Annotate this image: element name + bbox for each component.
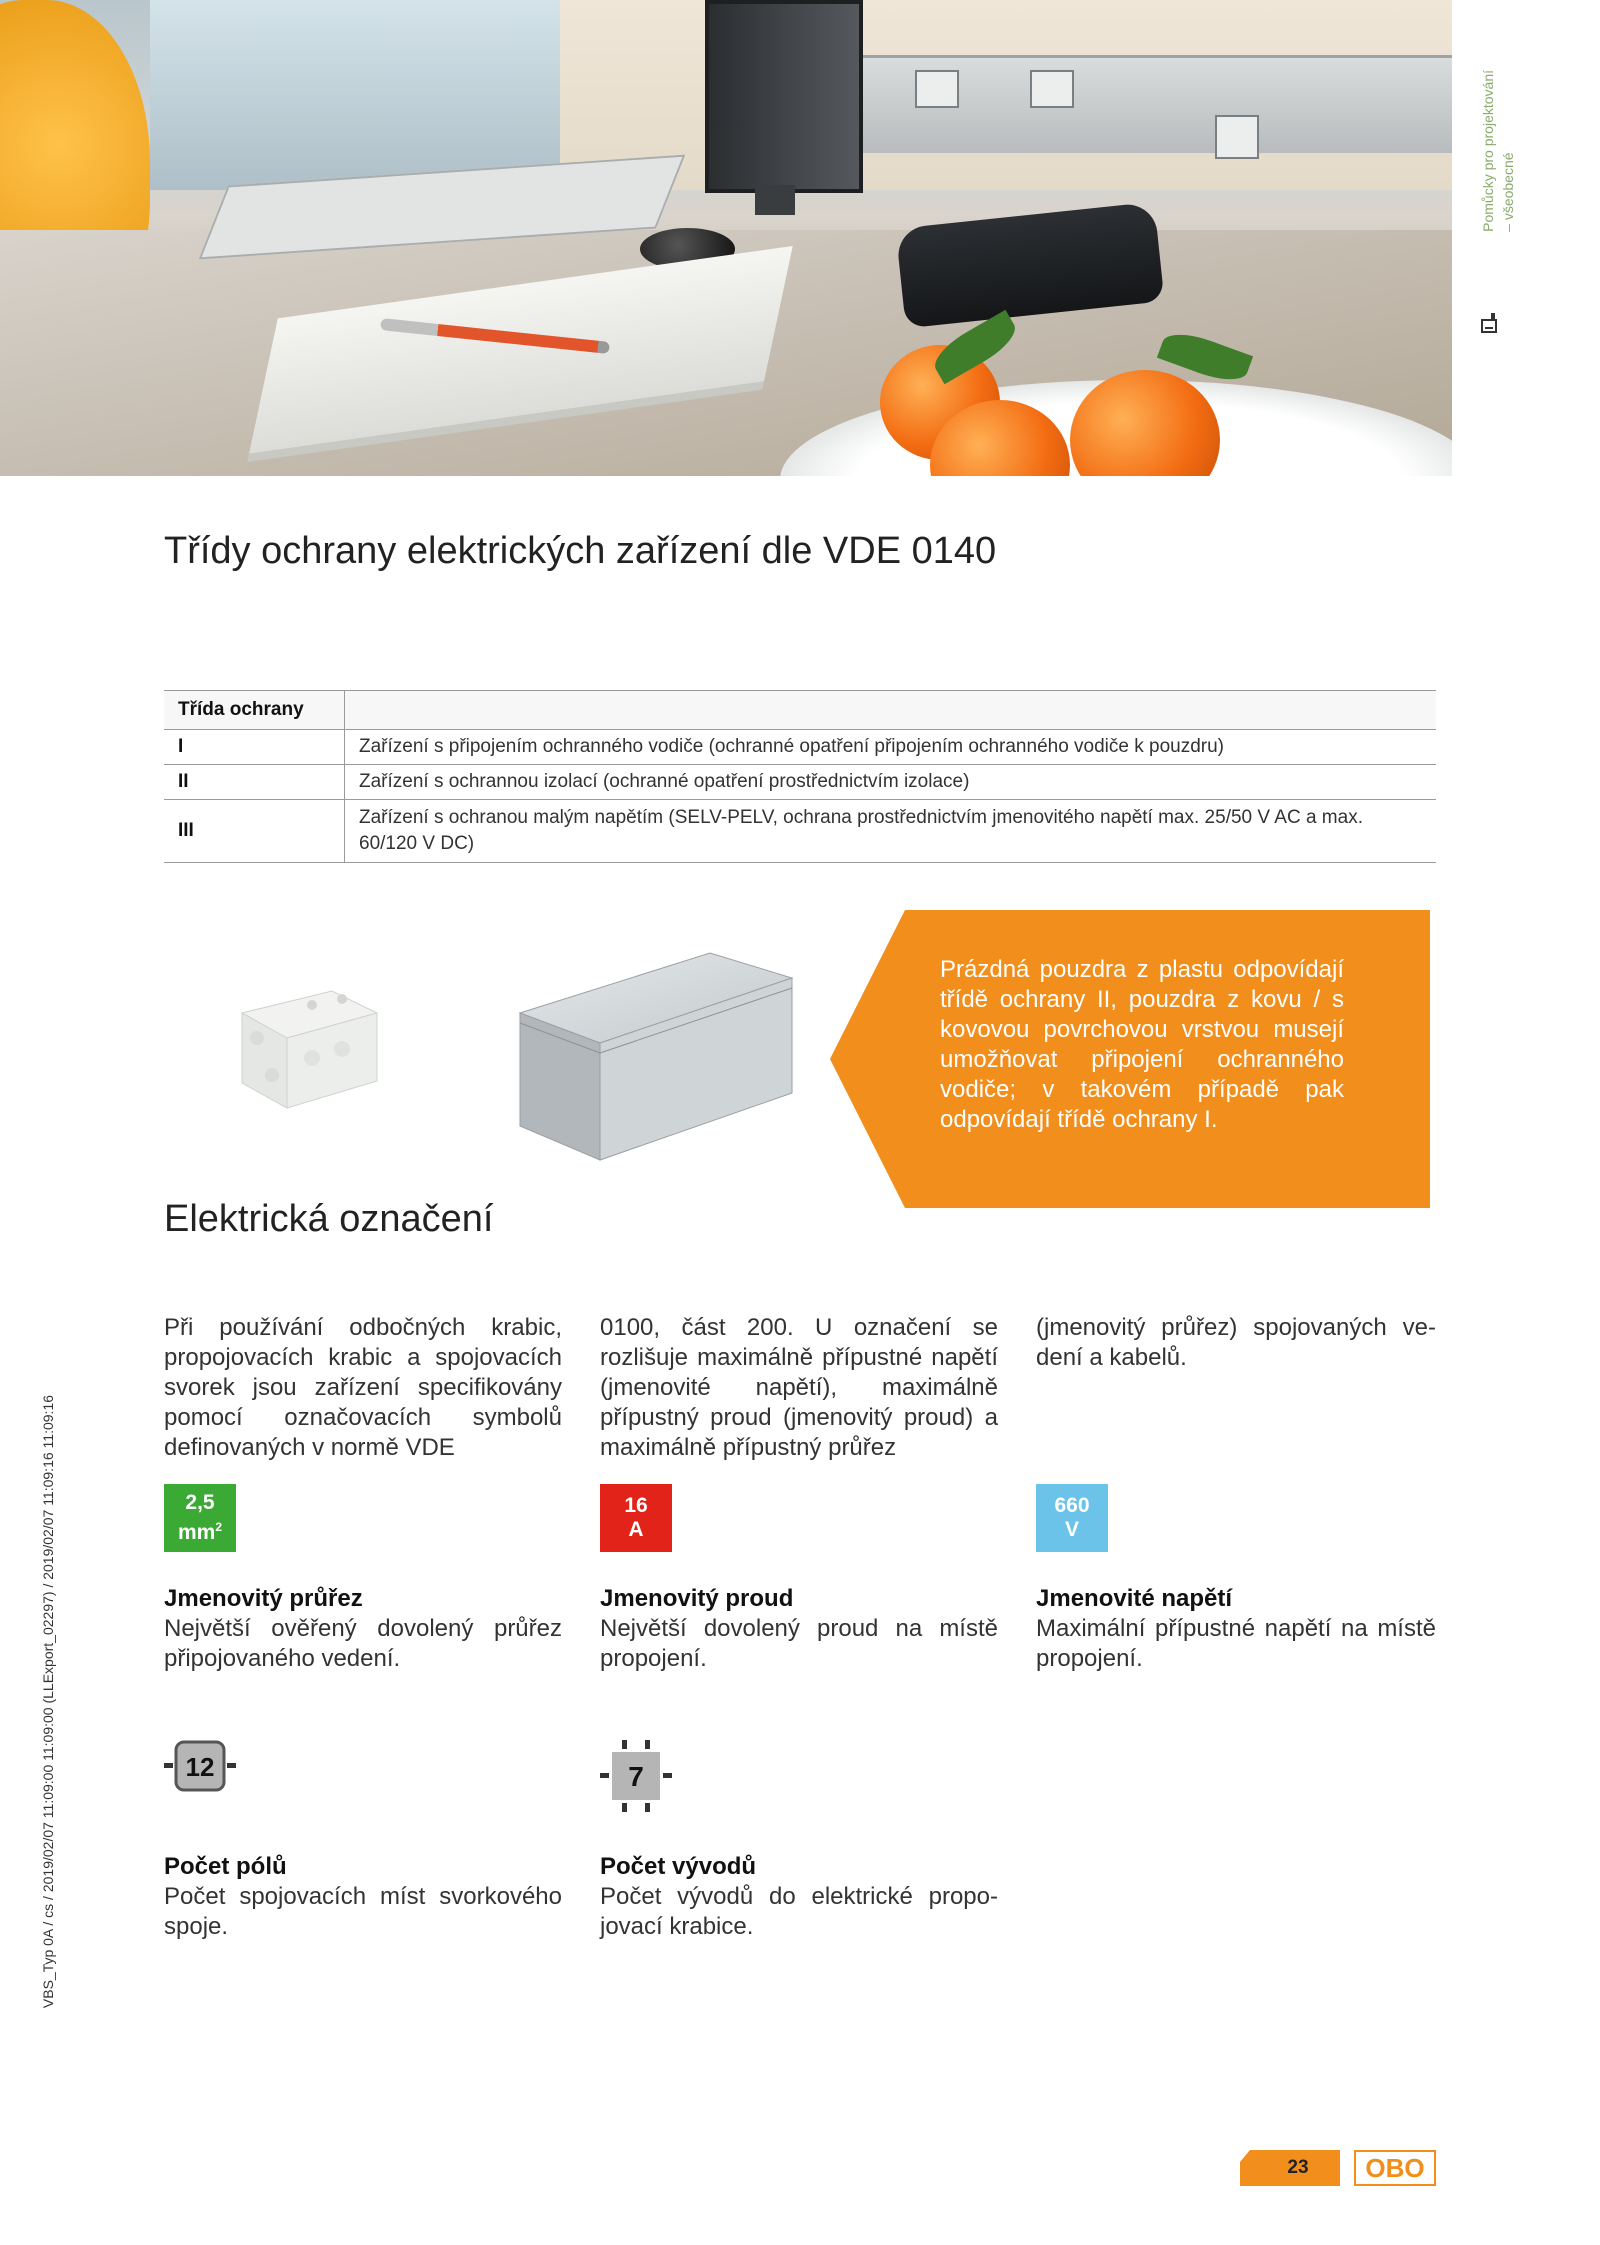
term-text: Největší dovolený proud na místě propojení. [600,1615,998,1672]
table-cell-class: II [164,765,345,800]
table-header-row [164,691,1436,730]
voltage-value: 660 [1054,1494,1090,1517]
table-cell-description: Zařízení s připojením ochranného vodiče (ochranné opatření připojením ochranného vodiče k pouzdru) [345,730,1437,765]
poles-symbol-icon [164,1738,236,1794]
section-label [1478,70,1518,232]
term-text: Maximální přípustné napětí na místě propojení. [1036,1615,1436,1672]
table-row [164,730,1436,765]
term-voltage [1036,1584,1436,1674]
hero-outlet [1030,70,1074,108]
term-text: Počet spojovacích míst svorkového spoje. [164,1883,562,1940]
table-cell-class: I [164,730,345,765]
voltage-unit: V [1064,1518,1079,1541]
table-row [164,765,1436,800]
outlets-symbol-icon [600,1740,672,1812]
obo-logo [1354,2150,1436,2186]
intro-column-2: 0100, část 200. U označení se rozlišuje maximálně přípustné napětí (jmenovité napětí), maximálně přípustný proud (jmenovitý proud) a maximálně přípustný průřez [600,1314,998,1461]
hero-photo [0,0,1452,476]
intro-column-1: Při používání odbočných krabic, propojovacích krabic a spojovacích svorek jsou zařízení specifikovány pomocí označovacích symbolů definovaných v normě VDE [164,1314,562,1461]
current-symbol [600,1484,672,1552]
planning-tool-icon [1478,312,1500,334]
hero-monitor-stand [755,185,795,215]
table-cell-description: Zařízení s ochranou malým napětím (SELV-PELV, ochrana prostřednictvím jmenovitého napětí max. 25/50 V AC a max. 60/120 V DC) [345,800,1437,863]
term-title: Jmenovité napětí [1036,1585,1233,1612]
page-title: Třídy ochrany elektrických zařízení dle VDE 0140 [164,530,997,572]
section-label-line2: – všeobecné [1500,152,1516,232]
current-unit: A [628,1518,644,1541]
section-label-line1: Pomůcky pro projektování [1480,70,1496,232]
term-title: Počet vývodů [600,1853,757,1880]
term-title: Počet pólů [164,1853,287,1880]
metal-junction-box-image [510,948,795,1163]
page-number: 23 [1287,2157,1309,2178]
info-callout-text: Prázdná pouzdra z plastu odpovídají třídě ochrany II, pouzdra z kovu / s kovovou povrchovou vrstvou musejí umožňovat připojení ochranného vodiče; v takovém případě pak odpovídají třídě ochrany I. [940,956,1344,1133]
table-row [164,800,1436,863]
protection-class-table [164,690,1436,863]
cross-section-unit: $mm^2$ [177,1520,223,1544]
table-cell-description: Zařízení s ochrannou izolací (ochranné opatření prostřednictvím izolace) [345,765,1437,800]
section-title: Elektrická označení [164,1198,494,1240]
svg-text:OBO: OBO [1365,2153,1425,2183]
hero-window [150,0,570,190]
document-meta: VBS_Typ 0A / cs / 2019/02/07 11:09:00 11:09:00 (LLExport_02297) / 2019/02/07 11:09:16 11:09:16 [40,1395,56,2009]
current-value: 16 [624,1494,648,1517]
hero-outlet [1215,115,1259,159]
term-poles [164,1852,562,1942]
intro-column-3: (jmenovitý průřez) spojovaných vedení a kabelů. [1036,1314,1436,1371]
term-title: Jmenovitý proud [600,1585,794,1612]
outlets-symbol-number: 7 [628,1761,644,1792]
table-header-cell-empty [345,691,1437,730]
cross-section-value: 2,5 [185,1491,215,1514]
cross-section-symbol [164,1484,236,1552]
term-cross-section [164,1584,562,1674]
voltage-symbol [1036,1484,1108,1552]
hero-monitor [705,0,863,193]
term-outlets [600,1852,998,1942]
term-title: Jmenovitý průřez [164,1585,363,1612]
term-current [600,1584,998,1674]
hero-outlet [915,70,959,108]
plastic-junction-box-image [232,983,380,1113]
term-text: Největší ověřený dovolený průřez připojovaného vedení. [164,1615,562,1672]
term-text: Počet vývodů do elektrické propojovací krabice. [600,1883,998,1940]
table-header-cell: Třída ochrany [164,691,345,730]
poles-symbol-number: 12 [185,1752,215,1782]
table-cell-class: III [164,800,345,863]
